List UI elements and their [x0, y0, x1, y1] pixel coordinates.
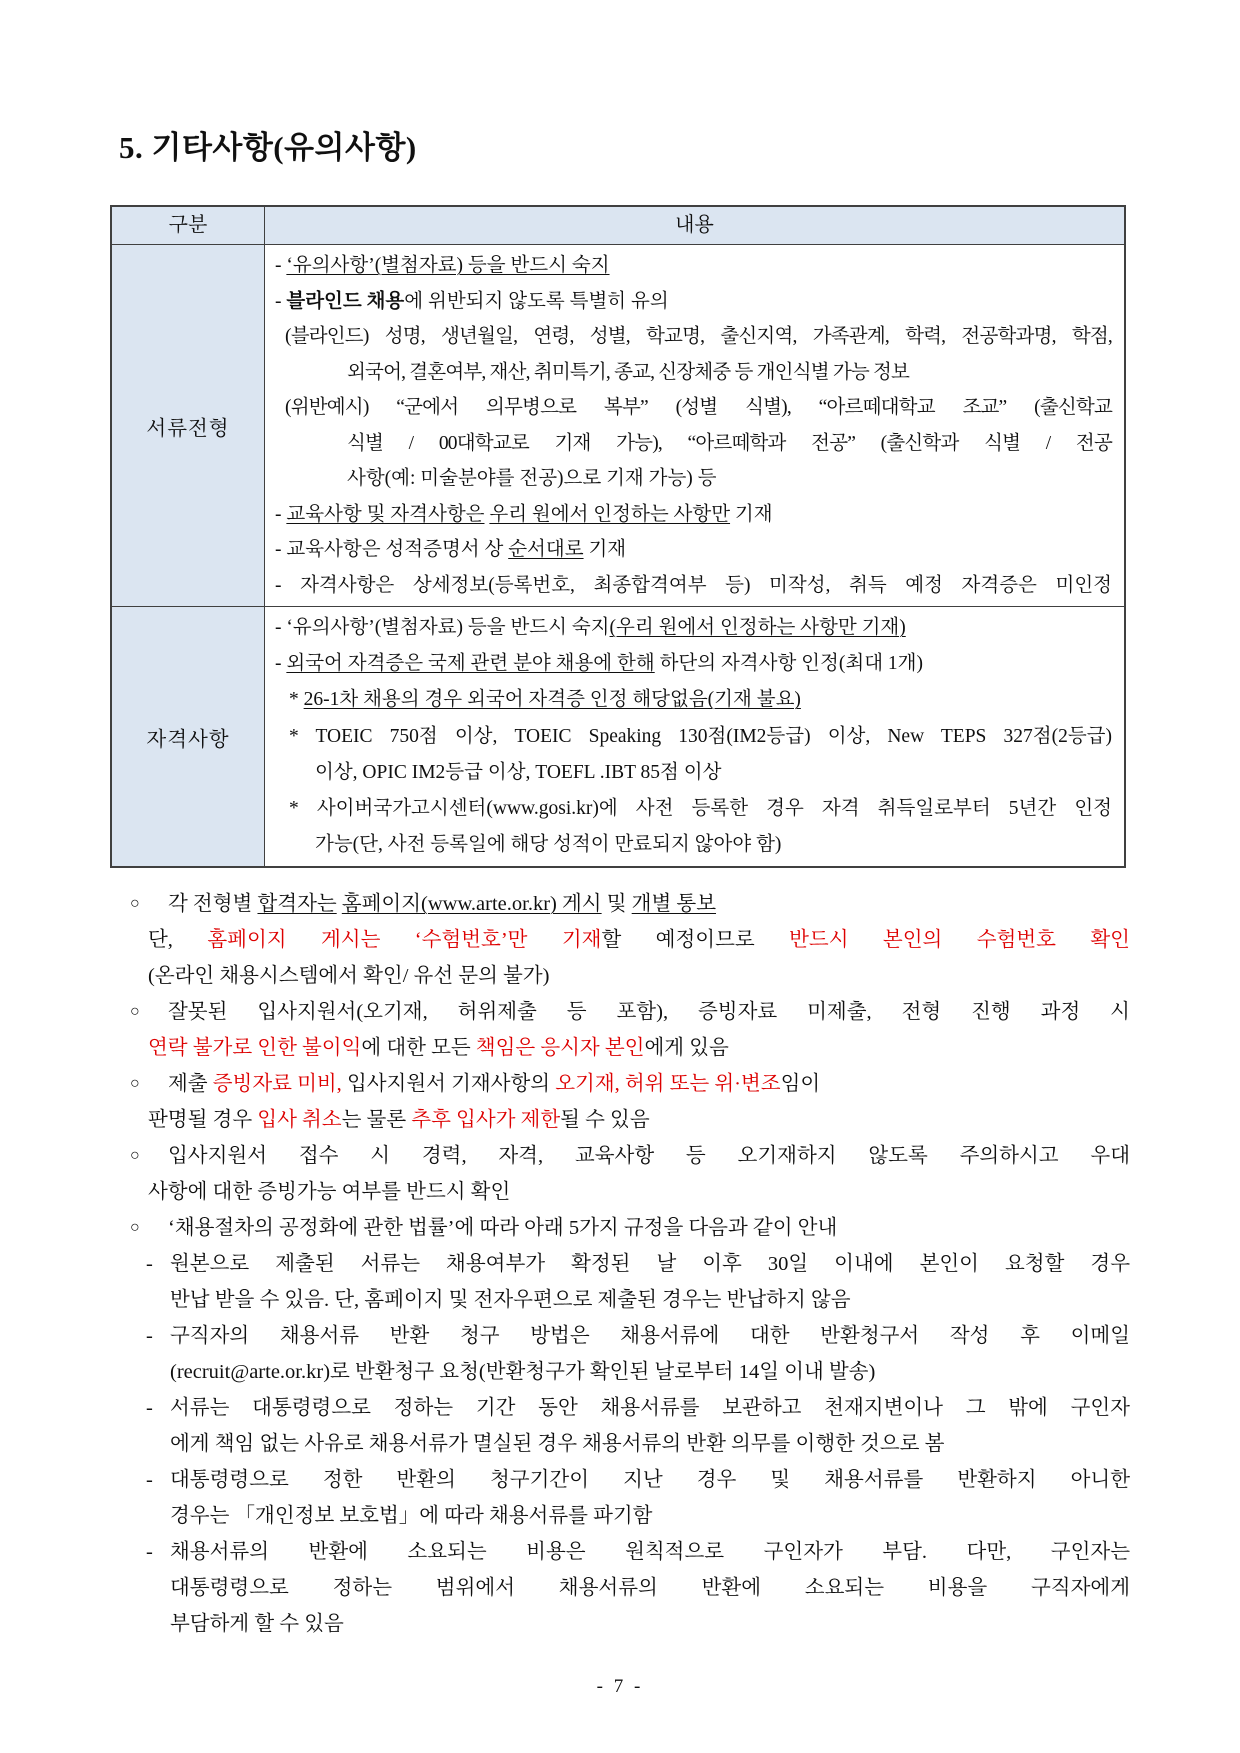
sub-note-text: [170, 1246, 1130, 1282]
text-run: 반납 받을 수 있음. 단, 홈페이지 및 전자우편으로 제출된 경우는 반납하지 않음: [170, 1289, 851, 1311]
note-line: [130, 1174, 1130, 1210]
text-run: 기재: [730, 503, 773, 525]
table-text-line: [275, 791, 1112, 827]
text-run: 채용서류의 반환에 소요되는 비용은 원칙적으로 구인자가 부담. 다만, 구인자는: [170, 1541, 1130, 1563]
text-run: 기재: [583, 539, 627, 560]
table-text-line: [275, 646, 1112, 682]
sub-note-text: [170, 1462, 1130, 1498]
circle-bullet-icon: ○: [130, 895, 140, 912]
text-run: -: [275, 255, 287, 276]
text-run: 경우는 「개인정보 보호법」에 따라 채용서류를 파기함: [170, 1505, 653, 1527]
table-row-qualifications: [112, 606, 1124, 866]
cell-content: [265, 607, 1124, 866]
table-header-cell-category: 구분: [112, 207, 265, 244]
note-line: [130, 922, 1130, 958]
text-run: -: [275, 290, 287, 312]
underlined-text: 홈페이지(www.arte.or.kr) 게시: [341, 893, 602, 915]
circle-bullet-icon: ○: [130, 1075, 140, 1092]
red-warning-text: 증빙자료 미비,: [212, 1073, 342, 1095]
text-run: 에 위반되지 않도록 특별히 유의: [404, 290, 669, 312]
circle-bullet-icon: ○: [130, 1219, 140, 1236]
text-run: 제출: [168, 1073, 213, 1095]
table-text-line: [275, 497, 1112, 533]
text-run: 대통령령으로 정하는 범위에서 채용서류의 반환에 소요되는 비용을 구직자에게: [170, 1577, 1130, 1599]
text-run: 부담하게 할 수 있음: [170, 1613, 344, 1635]
red-warning-text: 연락 불가로 인한 불이익: [148, 1037, 362, 1059]
row-label: 서류전형: [112, 245, 265, 606]
note-line: [130, 1030, 1130, 1066]
note-line: [130, 958, 1130, 994]
red-warning-text: 책임은 응시자 본인: [475, 1037, 645, 1059]
note-list: [130, 886, 1130, 1642]
sub-note-line: [130, 1282, 1130, 1318]
underlined-text: 우리 원에서 인정하는 사항만: [489, 503, 731, 525]
note-line: [130, 994, 1130, 1030]
dash-bullet-icon: -: [146, 1397, 153, 1419]
note-text: [168, 886, 1130, 922]
text-run: 잘못된 입사지원서(오기재, 허위제출 등 포함), 증빙자료 미제출, 전형 진행 과정 시: [168, 1001, 1130, 1023]
dash-bullet-icon: -: [146, 1253, 153, 1275]
text-run: 하단의 자격사항 인정(최대 1개): [654, 653, 923, 675]
table-header-cell-content: 내용: [675, 214, 714, 236]
underlined-text: 합격자는: [257, 893, 337, 915]
underlined-text: 교육사항 및 자격사항은: [286, 503, 485, 525]
note-text: [168, 1210, 1130, 1246]
text-run: 입사지원서 접수 시 경력, 자격, 교육사항 등 오기재하지 않도록 주의하시고 우대: [168, 1145, 1130, 1167]
table-text-line: [275, 755, 1112, 791]
table-text-line: [275, 827, 1112, 863]
text-run: *: [289, 689, 304, 711]
note-line: [130, 1210, 1130, 1246]
text-run: 가능(단, 사전 등록일에 해당 성적이 만료되지 않아야 함): [315, 834, 782, 856]
note-text: [168, 1066, 1130, 1102]
text-run: (블라인드) 성명, 생년월일, 연령, 성별, 학교명, 출신지역, 가족관계, 학력, 전공학과명, 학점,: [285, 326, 1112, 347]
table-text-line: [275, 319, 1112, 355]
circle-bullet-icon: ○: [130, 1147, 140, 1164]
sub-note-line: [130, 1426, 1130, 1462]
text-run: 및: [601, 893, 632, 915]
note-text: [168, 1138, 1130, 1174]
text-run: -: [275, 503, 287, 525]
text-run: 서류는 대통령령으로 정하는 기간 동안 채용서류를 보관하고 천재지변이나 그 밖에 구인자: [170, 1397, 1130, 1419]
text-run: 사항에 대한 증빙가능 여부를 반드시 확인: [148, 1181, 511, 1203]
sub-note-line: [130, 1606, 1130, 1642]
sub-note-text: [170, 1534, 1130, 1570]
table-text-line: [275, 426, 1112, 462]
text-run: 대통령령으로 정한 반환의 청구기간이 지난 경우 및 채용서류를 반환하지 아니한: [170, 1469, 1130, 1491]
text-run: - 교육사항은 성적증명서 상: [275, 539, 509, 560]
text-run: 에 대한 모든: [361, 1037, 476, 1059]
text-run: 에게 책임 없는 사유로 채용서류가 멸실된 경우 채용서류의 반환 의무를 이행한 것으로 봄: [170, 1433, 945, 1455]
table-text-line: [275, 532, 1112, 568]
text-run: - ‘유의사항’(별첨자료) 등을 반드시 숙지: [275, 617, 610, 638]
page-number: - 7 -: [596, 1676, 644, 1697]
table-text-line: [275, 461, 1112, 497]
dash-bullet-icon: -: [146, 1541, 153, 1563]
text-run: 될 수 있음: [560, 1109, 650, 1131]
text-run: 할 예정이므로: [601, 929, 790, 951]
sub-note-line: [130, 1354, 1130, 1390]
table-text-line: [275, 719, 1112, 755]
section-title: 5. 기타사항(유의사항): [119, 130, 417, 165]
table-text-line: [275, 248, 1112, 284]
text-run: (위반예시) “군에서 의무병으로 복부” (성별 식별), “아르떼대학교 조교” (출신학교: [285, 397, 1112, 418]
underlined-text: 외국어 자격증은 국제 관련 분야 채용에 한해: [286, 653, 655, 675]
text-run: ‘채용절차의 공정화에 관한 법률’에 따라 아래 5가지 규정을 다음과 같이 안내: [168, 1217, 838, 1239]
red-warning-text: 추후 입사가 제한: [411, 1109, 561, 1131]
text-run: 식별 / 00대학교로 기재 가능), “아르떼학과 전공” (출신학과 식별 / 전공: [347, 432, 1112, 454]
text-run: 판명될 경우: [148, 1109, 258, 1131]
text-run: 이상, OPIC IM2등급 이상, TOEFL .IBT 85점 이상: [315, 761, 722, 783]
sub-note-line: [130, 1570, 1130, 1606]
text-run: -: [275, 653, 287, 675]
text-run: 단,: [148, 929, 208, 951]
red-warning-text: 홈페이지 게시는 ‘수험번호’만 기재: [207, 929, 602, 951]
note-line: [130, 886, 1130, 922]
text-run: 입사지원서 기재사항의: [341, 1073, 556, 1095]
row-label: 자격사항: [112, 607, 265, 866]
table-row-document-screening: [112, 245, 1124, 606]
underlined-text: ‘유의사항’(별첨자료) 등을 반드시 숙지: [286, 255, 610, 276]
text-run: 원본으로 제출된 서류는 채용여부가 확정된 날 이후 30일 이내에 본인이 요청할 경우: [170, 1253, 1130, 1275]
text-run: - 자격사항은 상세정보(등록번호, 최종합격여부 등) 미작성, 취득 예정 자격증은 미인정: [275, 574, 1112, 596]
text-run: 구직자의 채용서류 반환 청구 방법은 채용서류에 대한 반환청구서 작성 후 이메일: [170, 1325, 1130, 1347]
sub-note-line: [130, 1318, 1130, 1354]
text-run: * TOEIC 750점 이상, TOEIC Speaking 130점(IM2등급) 이상, New TEPS 327점(2등급): [289, 725, 1112, 747]
underlined-text: (우리 원에서 인정하는 사항만 기재): [609, 617, 906, 638]
underlined-text: 26-1차 채용의 경우 외국어 자격증 인정 해당없음(기재 불요): [303, 689, 801, 711]
table-text-line: [275, 284, 1112, 320]
underlined-text: 순서대로: [508, 539, 584, 560]
table-text-line: [275, 610, 1112, 646]
text-run: 에게 있음: [644, 1037, 729, 1059]
bold-text: 블라인드 채용: [286, 290, 405, 312]
sub-note-line: [130, 1462, 1130, 1498]
note-line: [130, 1138, 1130, 1174]
dash-bullet-icon: -: [146, 1469, 153, 1491]
sub-note-line: [130, 1498, 1130, 1534]
note-line: [130, 1102, 1130, 1138]
text-run: (recruit@arte.or.kr)로 반환청구 요청(반환청구가 확인된 날로부터 14일 이내 발송): [170, 1361, 876, 1383]
text-run: 각 전형별: [168, 893, 258, 915]
red-warning-text: 입사 취소: [257, 1109, 342, 1131]
table-text-line: [275, 682, 1112, 718]
sub-note-text: [170, 1318, 1130, 1354]
red-warning-text: 오기재, 허위 또는 위·변조: [555, 1073, 781, 1095]
sub-note-text: [170, 1390, 1130, 1426]
sub-note-line: [130, 1390, 1130, 1426]
table-text-line: [275, 355, 1112, 391]
red-warning-text: 반드시 본인의 수험번호 확인: [789, 929, 1130, 951]
text-run: 사항(예: 미술분야를 전공)으로 기재 가능) 등: [347, 468, 717, 489]
sub-note-line: [130, 1534, 1130, 1570]
circle-bullet-icon: ○: [130, 1003, 140, 1020]
notice-table: [110, 205, 1126, 868]
table-text-line: [275, 390, 1112, 426]
text-run: 임이: [780, 1073, 821, 1095]
sub-note-line: [130, 1246, 1130, 1282]
text-run: 외국어, 결혼여부, 재산, 취미특기, 종교, 신장체중 등 개인식별 가능 정보: [347, 361, 910, 383]
dash-bullet-icon: -: [146, 1325, 153, 1347]
cell-content: [265, 245, 1124, 606]
note-line: [130, 1066, 1130, 1102]
text-run: * 사이버국가고시센터(www.gosi.kr)에 사전 등록한 경우 자격 취득일로부터 5년간 인정: [289, 798, 1112, 820]
table-header-row: [112, 207, 1124, 245]
text-run: (온라인 채용시스템에서 확인/ 유선 문의 불가): [148, 965, 550, 987]
table-text-line: [275, 568, 1112, 604]
text-run: 는 물론: [341, 1109, 412, 1131]
note-text: [168, 994, 1130, 1030]
underlined-text: 개별 통보: [631, 893, 717, 915]
